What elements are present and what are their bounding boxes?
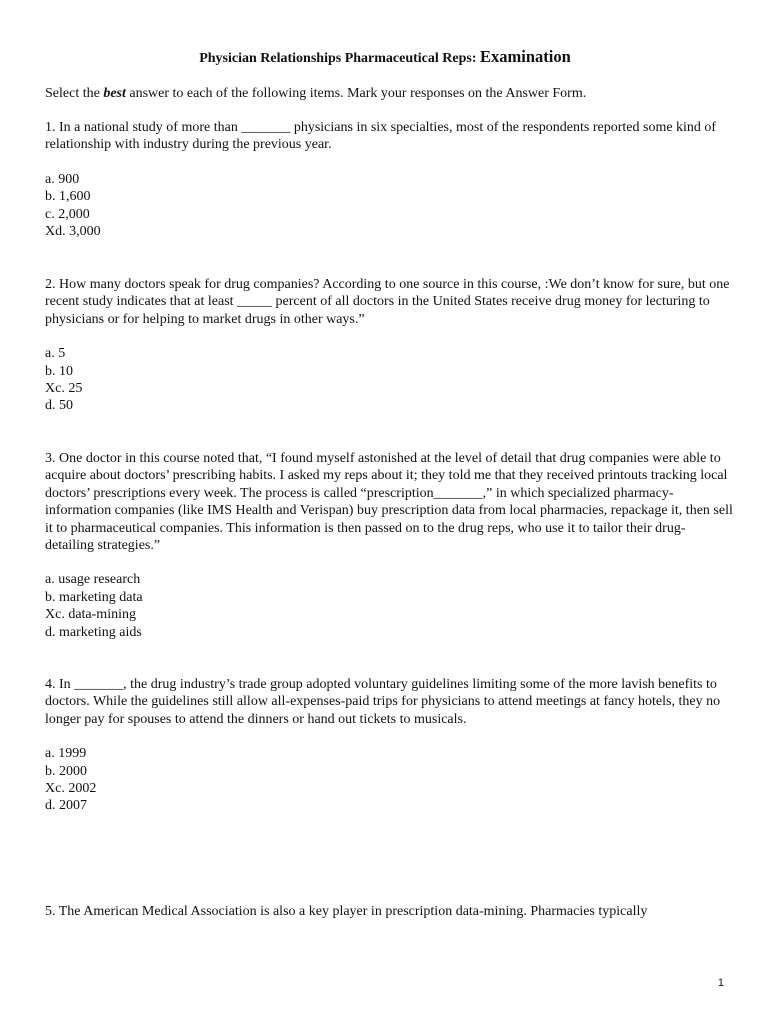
question-4-options xyxy=(45,745,733,815)
question-2-stem: 2. How many doctors speak for drug companies? According to one source in this course, :We don’t know for sure, but one recent study indicates that at least _____ percent of all doctors in the United States receive drug money for lecturing to physicians or for helping to market drugs in other ways.” xyxy=(45,277,730,327)
question-2-options xyxy=(45,345,733,415)
question-4-stem: 4. In _______, the drug industry’s trade group adopted voluntary guidelines limiting some of the more lavish benefits to doctors. While the guidelines still allow all-expenses-paid trips for physicians to attend meetings at fancy hotels, they no longer pay for spouses to attend the dinners or hand out tickets to musicals. xyxy=(45,677,721,727)
question-2 xyxy=(45,276,733,415)
question-1-option-c: c. 2,000 xyxy=(45,206,90,222)
question-5 xyxy=(45,903,733,920)
question-3-stem: 3. One doctor in this course noted that, “I found myself astonished at the level of detail that drug companies were able to acquire about doctors’ prescribing habits. I asked my reps about it; they told me that they received printouts tracking local doctors’ prescriptions every week. The process is called “prescription_______,” in which specialized pharmacy-information companies (like IMS Health and Verispan) buy prescription data from local pharmacies, repackage it, then sell it to pharmaceutical companies. This information is then passed on to the drug reps, who use it to tailor their drug-detailing strategies.” xyxy=(45,451,733,554)
question-1-option-d: Xd. 3,000 xyxy=(45,224,101,240)
question-2-option-c: Xc. 25 xyxy=(45,381,83,397)
question-1-option-a: a. 900 xyxy=(45,171,80,187)
question-4-option-b: b. 2000 xyxy=(45,763,87,779)
question-3-option-d: d. marketing aids xyxy=(45,624,142,640)
instructions-after: answer to each of the following items. Mark your responses on the Answer Form. xyxy=(125,86,587,101)
instructions xyxy=(45,85,586,103)
page-title xyxy=(45,47,725,69)
instructions-emphasis: best xyxy=(103,86,126,101)
question-4-option-c: Xc. 2002 xyxy=(45,781,97,797)
question-1-options xyxy=(45,171,733,241)
question-2-option-b: b. 10 xyxy=(45,363,73,379)
question-1 xyxy=(45,119,733,240)
title-suffix: Examination xyxy=(480,47,571,66)
question-3-option-c: Xc. data-mining xyxy=(45,607,136,623)
instructions-before: Select the xyxy=(45,86,104,101)
question-1-option-b: b. 1,600 xyxy=(45,189,91,205)
question-3 xyxy=(45,450,733,641)
question-3-option-a: a. usage research xyxy=(45,572,141,588)
exam-page xyxy=(45,0,735,1024)
question-2-option-a: a. 5 xyxy=(45,346,66,362)
title-main: Physician Relationships Pharmaceutical Reps: xyxy=(199,51,480,66)
question-2-option-d: d. 50 xyxy=(45,398,73,414)
question-5-stem: 5. The American Medical Association is also a key player in prescription data-mining. Pharmacies typically xyxy=(45,904,648,919)
question-4-option-d: d. 2007 xyxy=(45,798,87,814)
question-1-stem: 1. In a national study of more than _______ physicians in six specialties, most of the respondents reported some kind of relationship with industry during the previous year. xyxy=(45,120,717,153)
question-4-option-a: a. 1999 xyxy=(45,746,87,762)
question-3-options xyxy=(45,571,733,641)
page-number: 1 xyxy=(717,977,724,989)
question-4 xyxy=(45,676,733,815)
question-3-option-b: b. marketing data xyxy=(45,589,143,605)
